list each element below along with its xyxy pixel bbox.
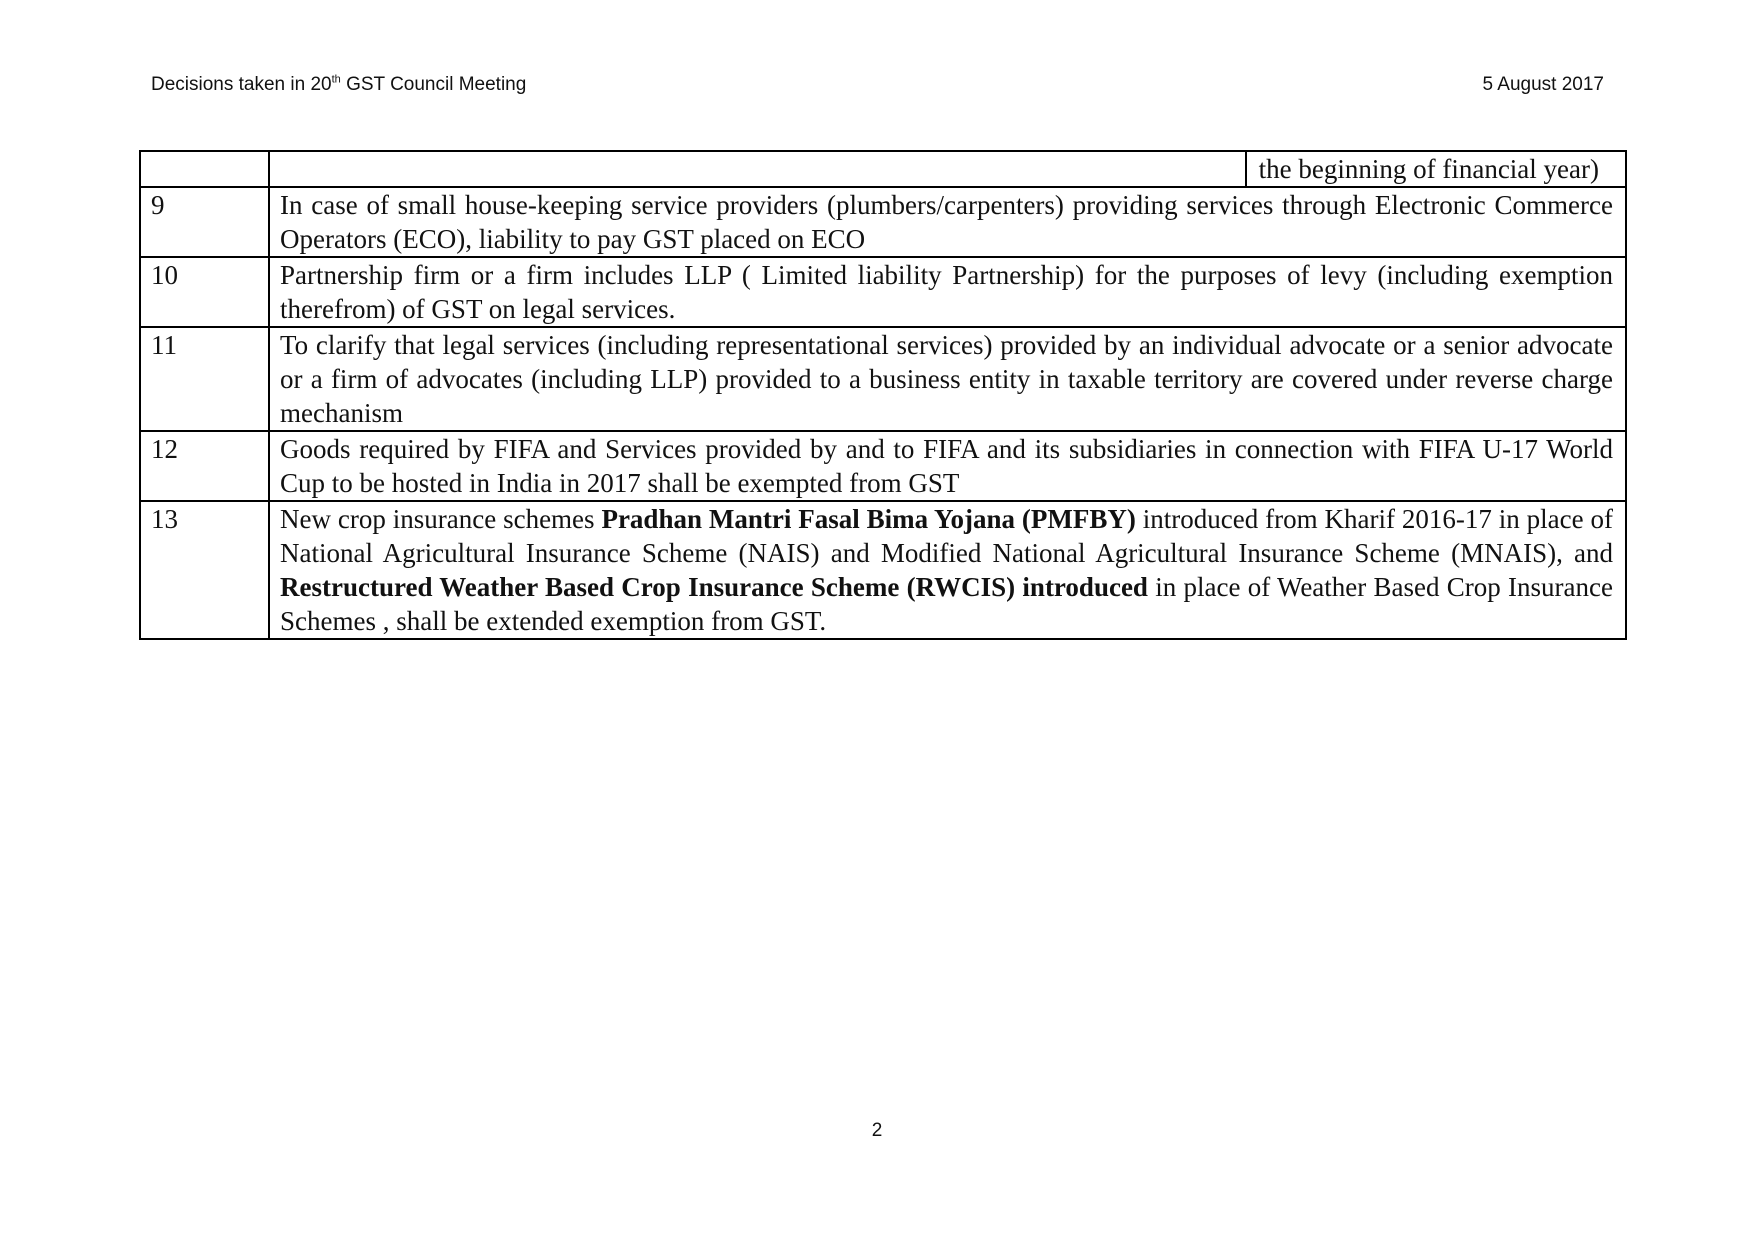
header-title-prefix: Decisions taken in 20: [151, 74, 332, 95]
header-title-superscript: th: [331, 73, 341, 86]
decisions-table: [139, 150, 1627, 640]
table-cell-description: [269, 501, 1626, 639]
page-number: 2: [871, 1120, 883, 1141]
table-cell-description: To clarify that legal services (including representational services) provided by an individual advocate or a senior advocate or a firm of advocates (including LLP) provided to a business entity in taxable territory are covered under reverse charge mechanism: [269, 327, 1626, 431]
description-text: in place of Weather Based Crop Insurance Schemes , shall be extended exemption from GST.: [280, 572, 1613, 636]
page-header: [151, 74, 1604, 104]
table-cell-number: 12: [140, 431, 269, 501]
table-row: [140, 431, 1626, 501]
description-text: New crop insurance schemes: [280, 504, 602, 534]
table-cell-number: 9: [140, 187, 269, 257]
table-cell-description: [269, 151, 1626, 187]
table-cell-number: 10: [140, 257, 269, 327]
header-date: 5 August 2017: [1482, 74, 1604, 95]
table-cell-description: In case of small house-keeping service providers (plumbers/carpenters) providing services through Electronic Commerce Operators (ECO), liability to pay GST placed on ECO: [269, 187, 1626, 257]
continuation-container: [270, 152, 1625, 186]
header-title: [151, 74, 526, 96]
table-row: [140, 501, 1626, 639]
table-cell-description: Partnership firm or a firm includes LLP ( Limited liability Partnership) for the purposes of levy (including exemption therefrom) of GST on legal services.: [269, 257, 1626, 327]
table-row: [140, 327, 1626, 431]
description-bold-scheme: Restructured Weather Based Crop Insurance Scheme (RWCIS) introduced: [280, 572, 1148, 602]
table-cell-number: 11: [140, 327, 269, 431]
table-row-continuation: [140, 151, 1626, 187]
description-bold-scheme: Pradhan Mantri Fasal Bima Yojana (PMFBY): [601, 504, 1136, 534]
table-cell-number: [140, 151, 269, 187]
table-row: [140, 187, 1626, 257]
table-cell-description: Goods required by FIFA and Services provided by and to FIFA and its subsidiaries in connection with FIFA U-17 World Cup to be hosted in India in 2017 shall be exempted from GST: [269, 431, 1626, 501]
continuation-text: the beginning of financial year): [1245, 152, 1625, 186]
header-title-suffix: GST Council Meeting: [340, 74, 527, 95]
table-cell-number: 13: [140, 501, 269, 639]
table-row: [140, 257, 1626, 327]
description-text: introduced from Kharif 2016-17 in place of National Agricultural Insurance Scheme (NAIS) and Modified National Agricultural Insurance Scheme (MNAIS), and: [280, 504, 1613, 568]
